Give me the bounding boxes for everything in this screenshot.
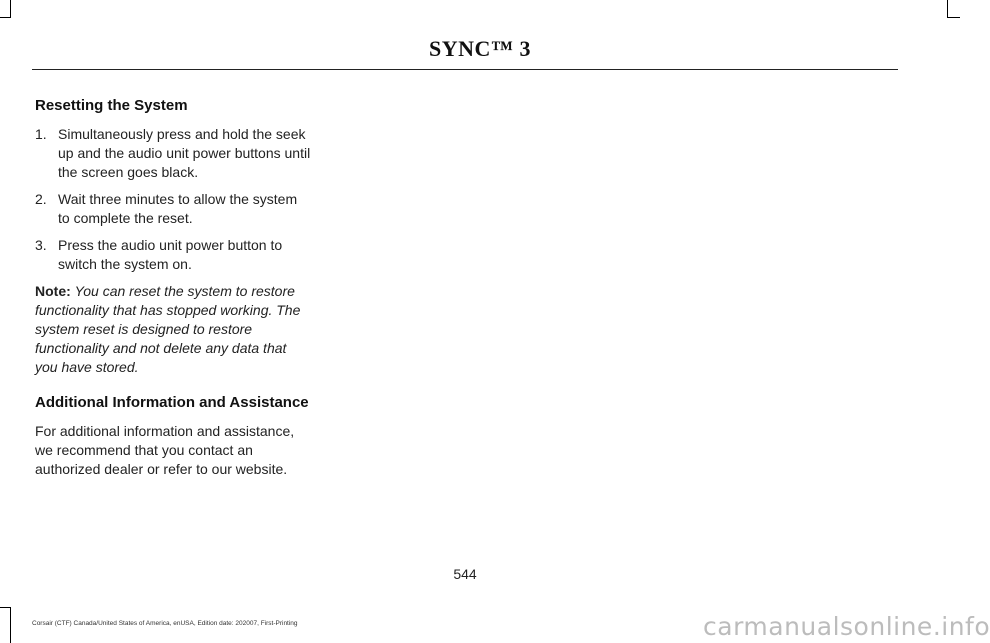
reset-steps-list [35,125,311,274]
step-text: Wait three minutes to allow the system to complete the reset. [58,191,298,226]
step-text: Press the audio unit power button to switch the system on. [58,237,283,272]
note-paragraph [35,282,311,377]
page-number: 544 [453,566,477,582]
crop-mark-top-right-vertical [947,0,948,18]
step-text: Simultaneously press and hold the seek up and the audio unit power buttons until the screen goes black. [58,126,311,180]
watermark-logo: carmanualsonline.info [703,612,990,641]
note-text: You can reset the system to restore functionality that has stopped working. The system reset is designed to restore functionality and not delete any data that you have stored. [35,283,301,375]
step-number: 2. [35,191,47,207]
step-number: 3. [35,237,47,253]
list-item [35,190,311,228]
footer-edition-text: Corsair (CTF) Canada/United States of America, enUSA, Edition date: 202007, First-Printing [32,620,298,627]
crop-mark-top-right-horizontal [947,17,960,18]
crop-mark-top-left-horizontal [0,17,11,18]
list-item [35,125,311,182]
section-heading-additional-info: Additional Information and Assistance [35,394,309,411]
note-label: Note: [35,283,71,299]
crop-mark-bottom-left-horizontal [0,607,11,608]
step-number: 1. [35,126,47,142]
section-heading-resetting: Resetting the System [35,97,188,114]
list-item [35,236,311,274]
crop-mark-top-left-vertical [10,0,11,18]
header-rule [32,69,898,70]
page-header-title: SYNC™ 3 [429,36,531,61]
additional-info-paragraph: For additional information and assistance, we recommend that you contact an authorized dealer or refer to our website. [35,423,295,477]
main-content [35,96,311,479]
crop-mark-bottom-left-vertical [10,607,11,643]
